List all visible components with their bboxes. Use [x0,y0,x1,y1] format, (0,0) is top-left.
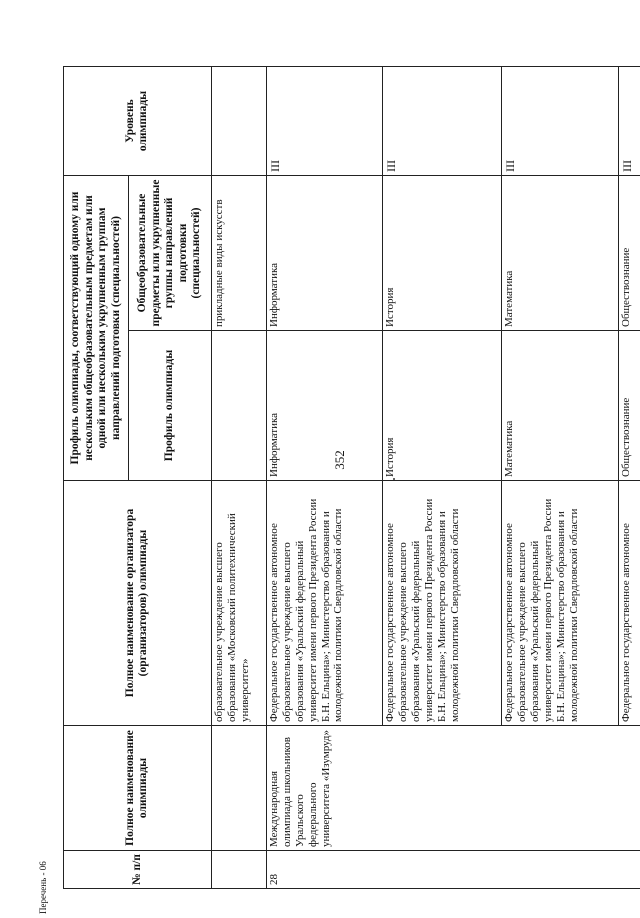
page-number: 352 [332,450,347,470]
cell-level: III [618,67,640,176]
header-subjects: Общеобразовательные предметы или укрупненные группы направлений подготовки (специальностей) [129,176,211,331]
cell-profile: Математика [502,331,619,481]
header-profile-group: Профиль олимпиады, соответствующий одному или нескольким общеобразовательным предметам или одной или нескольким укрупненным группам направлений подготовки (специальностей) [64,176,129,481]
cell-num: 28 [266,851,640,889]
cell-organizer: Федеральное государственное автономное образовательное учреждение высшего образования «Уральский федеральный университет имени первого Президента России Б.Н. Ельцина»; Министерство образования и молодежной политики Свердловской области [383,481,502,726]
cell-subjects: Математика [502,176,619,331]
cell-organizer: Федеральное государственное автономное [618,481,640,726]
olympiad-table [63,66,640,889]
header-level: Уровень олимпиады [64,67,212,176]
table-container [63,67,640,889]
cell-subjects: История [383,176,502,331]
cell-organizer: образовательное учреждение высшего образования «Московский политехнический университет» [211,481,266,726]
header-profile: Профиль олимпиады [129,331,211,481]
cell-level: III [383,67,502,176]
cell-organizer: Федеральное государственное автономное образовательное учреждение высшего образования «Уральский федеральный университет имени первого Президента России Б.Н. Ельцина»; Министерство образования и молодежной политики Свердловской области [502,481,619,726]
cell-level [211,67,266,176]
header-olympiad-name: Полное наименование олимпиады [64,726,212,851]
footer-label: Перечень - 06 [38,861,48,914]
cell-profile: История [383,331,502,481]
table-row [266,67,383,889]
header-num: № п/п [64,851,212,889]
cell-level: III [266,67,383,176]
cell-profile: Информатика [266,331,383,481]
cell-olympiad: Международная олимпиада школьников Уральского федерального университета «Изумруд» [266,726,640,851]
cell-subjects: Информатика [266,176,383,331]
cell-olympiad [211,726,266,851]
footer [20,850,80,914]
cell-subjects: прикладные виды искусств [211,176,266,331]
rotated-table [63,67,640,889]
cell-organizer: Федеральное государственное автономное образовательное учреждение высшего образования «Уральский федеральный университет имени первого Президента России Б.Н. Ельцина»; Министерство образования и молодежной политики Свердловской области [266,481,383,726]
table-row [211,67,266,889]
cell-profile [211,331,266,481]
header-organizer: Полное наименование организатора (организаторов) олимпиады [64,481,212,726]
cell-num [211,851,266,889]
cell-subjects: Обществознание [618,176,640,331]
cell-profile: Обществознание [618,331,640,481]
cell-level: III [502,67,619,176]
